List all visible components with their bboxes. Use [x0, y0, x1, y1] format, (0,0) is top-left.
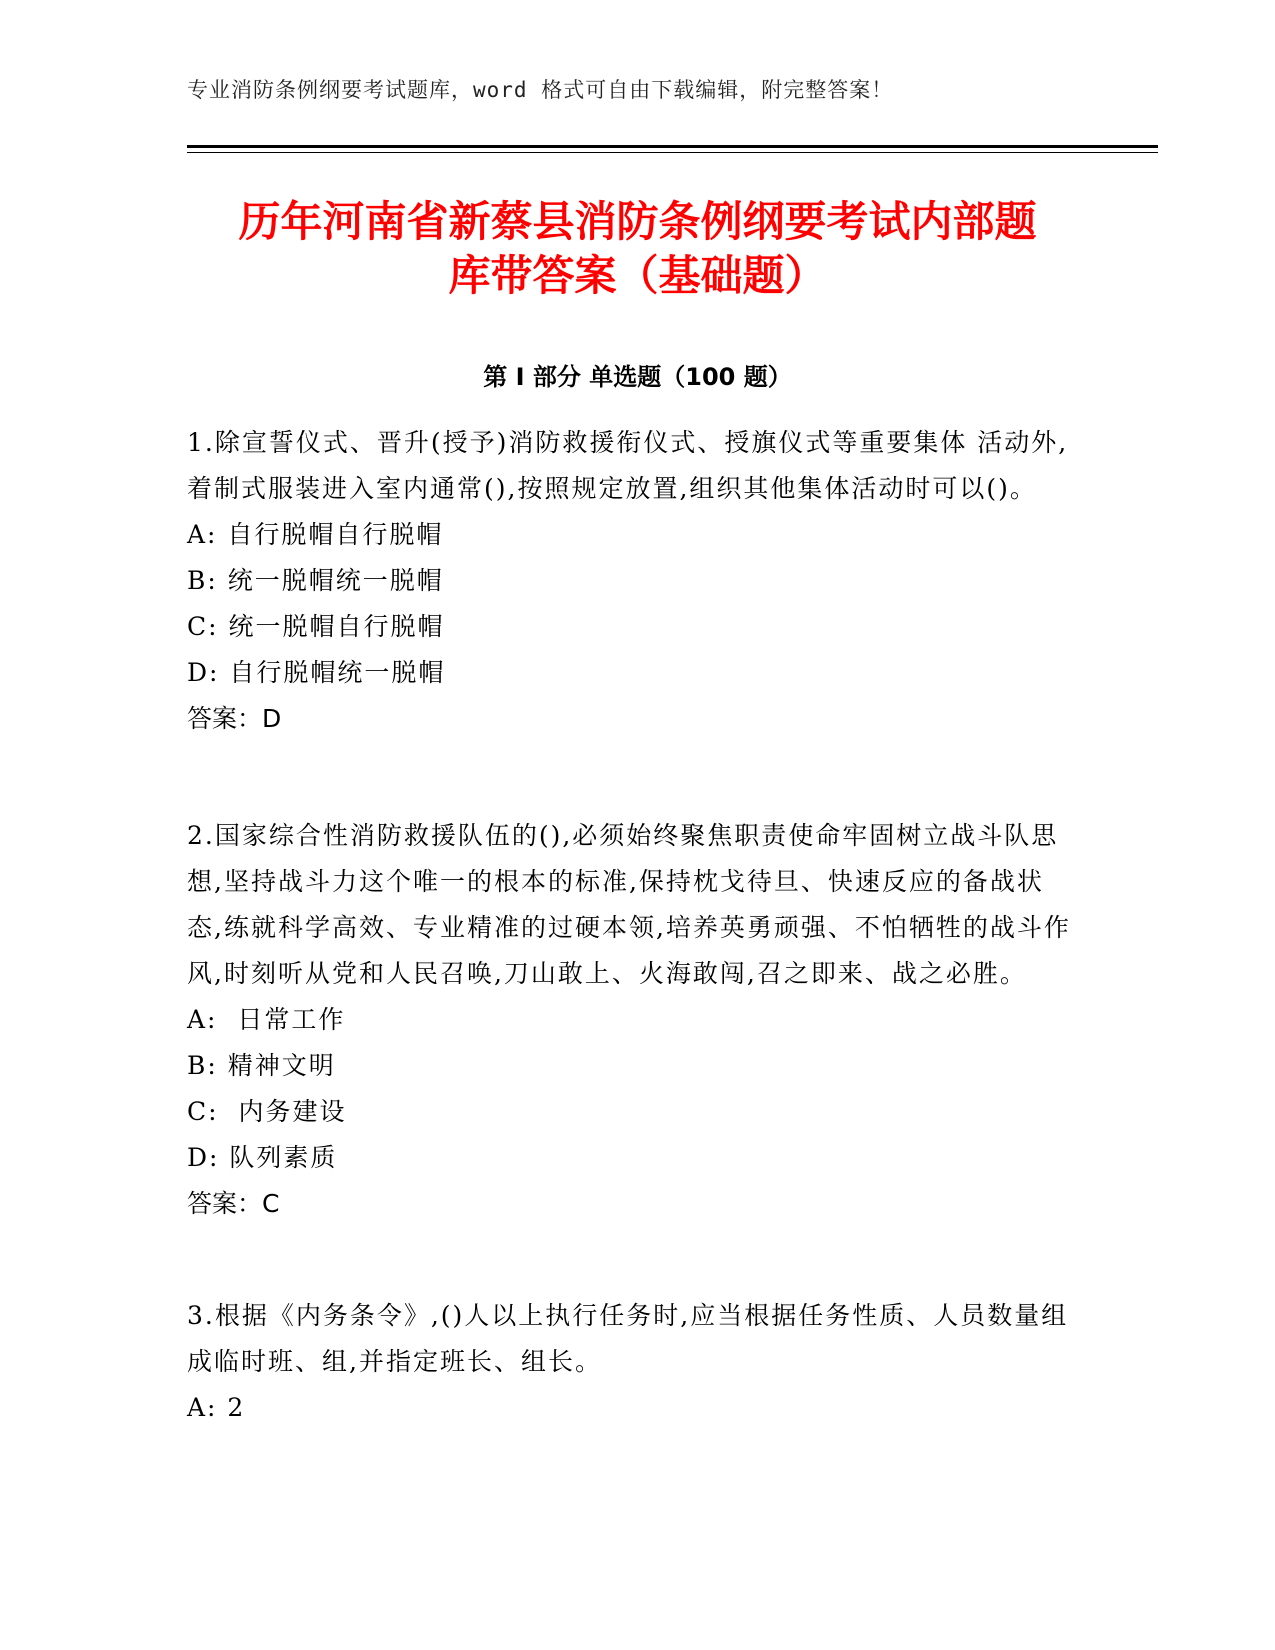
- option-b: [187, 558, 1072, 604]
- option-key: B:: [187, 1051, 218, 1080]
- option-d: [187, 1135, 1072, 1181]
- option-c: [187, 604, 1072, 650]
- section-heading: 第 I 部分 单选题（100 题）: [483, 363, 792, 391]
- document-title-line2: 库带答案（基础题）: [448, 251, 827, 300]
- option-a: [187, 997, 1072, 1043]
- option-text: 统一脱帽统一脱帽: [217, 566, 444, 595]
- option-key: C:: [187, 612, 219, 641]
- option-text: 日常工作: [217, 1005, 346, 1034]
- answer: 答案：D: [187, 704, 282, 733]
- question-text: 2.国家综合性消防救援队伍的(),必须始终聚焦职责使命牢固树立战斗队思想,坚持战斗力这个唯一的根本的标准,保持枕戈待旦、快速反应的备战状态,练就科学高效、专业精准的过硬本领,培养英勇顽强、不怕牺牲的战斗作风,时刻听从党和人民召唤,刀山敢上、火海敢闯,召之即来、战之必胜。: [187, 821, 1071, 988]
- question-3: [187, 1293, 1072, 1431]
- option-text: 统一脱帽自行脱帽: [218, 612, 445, 641]
- option-a: [187, 512, 1072, 558]
- question-2: [187, 813, 1072, 1227]
- document-title-line1: 历年河南省新蔡县消防条例纲要考试内部题: [238, 197, 1037, 246]
- option-b: [187, 1043, 1072, 1089]
- option-text: 精神文明: [217, 1051, 336, 1080]
- option-key: A:: [187, 1393, 218, 1422]
- option-text: 内务建设: [218, 1097, 347, 1126]
- question-text: 3.根据《内务条令》,()人以上执行任务时,应当根据任务性质、人员数量组成临时班、组,并指定班长、组长。: [187, 1301, 1069, 1376]
- option-text: 队列素质: [219, 1143, 338, 1172]
- answer: 答案：C: [187, 1189, 280, 1218]
- option-text: 2: [217, 1393, 246, 1422]
- document-title: [150, 195, 1125, 303]
- option-d: [187, 650, 1072, 696]
- header-note: 专业消防条例纲要考试题库，word 格式可自由下载编辑，附完整答案！: [187, 78, 894, 102]
- header-rule-thin: [187, 152, 1158, 153]
- option-c: [187, 1089, 1072, 1135]
- option-key: A:: [187, 520, 218, 549]
- option-text: 自行脱帽自行脱帽: [217, 520, 444, 549]
- question-text: 1.除宣誓仪式、晋升(授予)消防救援衔仪式、授旗仪式等重要集体 活动外,着制式服装进入室内通常(),按照规定放置,组织其他集体活动时可以()。: [187, 428, 1069, 503]
- question-1: [187, 420, 1072, 742]
- option-key: A:: [187, 1005, 218, 1034]
- option-key: D:: [187, 1143, 220, 1172]
- option-text: 自行脱帽统一脱帽: [219, 658, 446, 687]
- option-key: D:: [187, 658, 220, 687]
- option-key: B:: [187, 566, 218, 595]
- header-rule-thick: [187, 145, 1158, 148]
- option-key: C:: [187, 1097, 219, 1126]
- option-a: [187, 1385, 1072, 1431]
